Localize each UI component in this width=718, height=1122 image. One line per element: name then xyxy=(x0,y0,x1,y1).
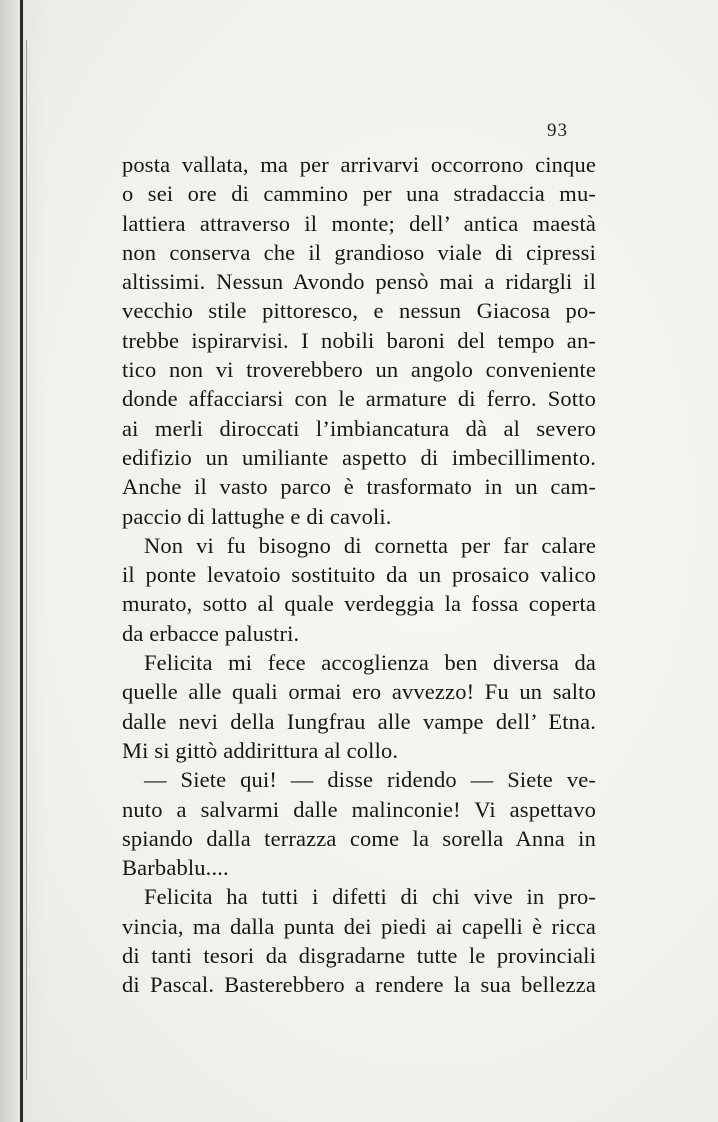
text-line: vincia, ma dalla punta dei piedi ai capelli è ricca xyxy=(122,913,596,939)
text-line: spiando dalla terrazza come la sorella Anna in xyxy=(122,825,596,851)
text-line: di Pascal. Basterebbero a rendere la sua bellezza xyxy=(122,972,596,998)
binding-edge-inner xyxy=(26,40,27,1080)
binding-edge xyxy=(20,0,23,1122)
text-line: Non vi fu bisogno di cornetta per far calare xyxy=(144,532,596,558)
text-line: donde affacciarsi con le armature di ferro. Sotto xyxy=(122,386,596,412)
text-line: edifizio un umiliante aspetto di imbecillimento. xyxy=(122,444,596,470)
text-line: il ponte levatoio sostituito da un prosaico valico xyxy=(122,562,596,588)
text-line: paccio di lattughe e di cavoli. xyxy=(122,503,392,529)
text-line: Anche il vasto parco è trasformato in un cam- xyxy=(122,474,596,500)
text-line: — Siete qui! — disse ridendo — Siete ve- xyxy=(144,767,596,793)
text-line: nuto a salvarmi dalle malinconie! Vi aspettavo xyxy=(122,796,596,822)
text-line: lattiera attraverso il monte; dell’ antica maestà xyxy=(122,210,596,236)
text-line: dalle nevi della Iungfrau alle vampe dell’ Etna. xyxy=(122,708,596,734)
text-line: ai merli diroccati l’imbiancatura dà al severo xyxy=(122,415,596,441)
text-line: da erbacce palustri. xyxy=(122,620,300,646)
text-line: non conserva che il grandioso viale di cipressi xyxy=(122,239,596,265)
gutter-shadow xyxy=(0,0,46,1122)
text-line: Mi si gittò addirittura al collo. xyxy=(122,737,399,763)
text-line: tico non vi troverebbero un angolo conveniente xyxy=(122,357,596,383)
text-line: Barbablu.... xyxy=(122,855,229,881)
text-line: trebbe ispirarvisi. I nobili baroni del tempo an- xyxy=(122,327,596,353)
page-number: 93 xyxy=(547,120,568,141)
text-line: murato, sotto al quale verdeggia la fossa coperta xyxy=(122,591,596,617)
text-line: o sei ore di cammino per una stradaccia mu- xyxy=(122,181,596,207)
text-line: quelle alle quali ormai ero avvezzo! Fu un salto xyxy=(122,679,596,705)
text-line: posta vallata, ma per arrivarvi occorrono cinque xyxy=(122,152,596,177)
text-line: di tanti tesori da disgradarne tutte le provinciali xyxy=(122,943,596,969)
text-line: Felicita mi fece accoglienza ben diversa da xyxy=(144,650,596,676)
body-text xyxy=(122,150,596,1000)
text-line: altissimi. Nessun Avondo pensò mai a ridargli il xyxy=(122,269,596,295)
text-line: Felicita ha tutti i difetti di chi vive in pro- xyxy=(144,884,596,910)
text-line: vecchio stile pittoresco, e nessun Giacosa po- xyxy=(122,298,596,324)
